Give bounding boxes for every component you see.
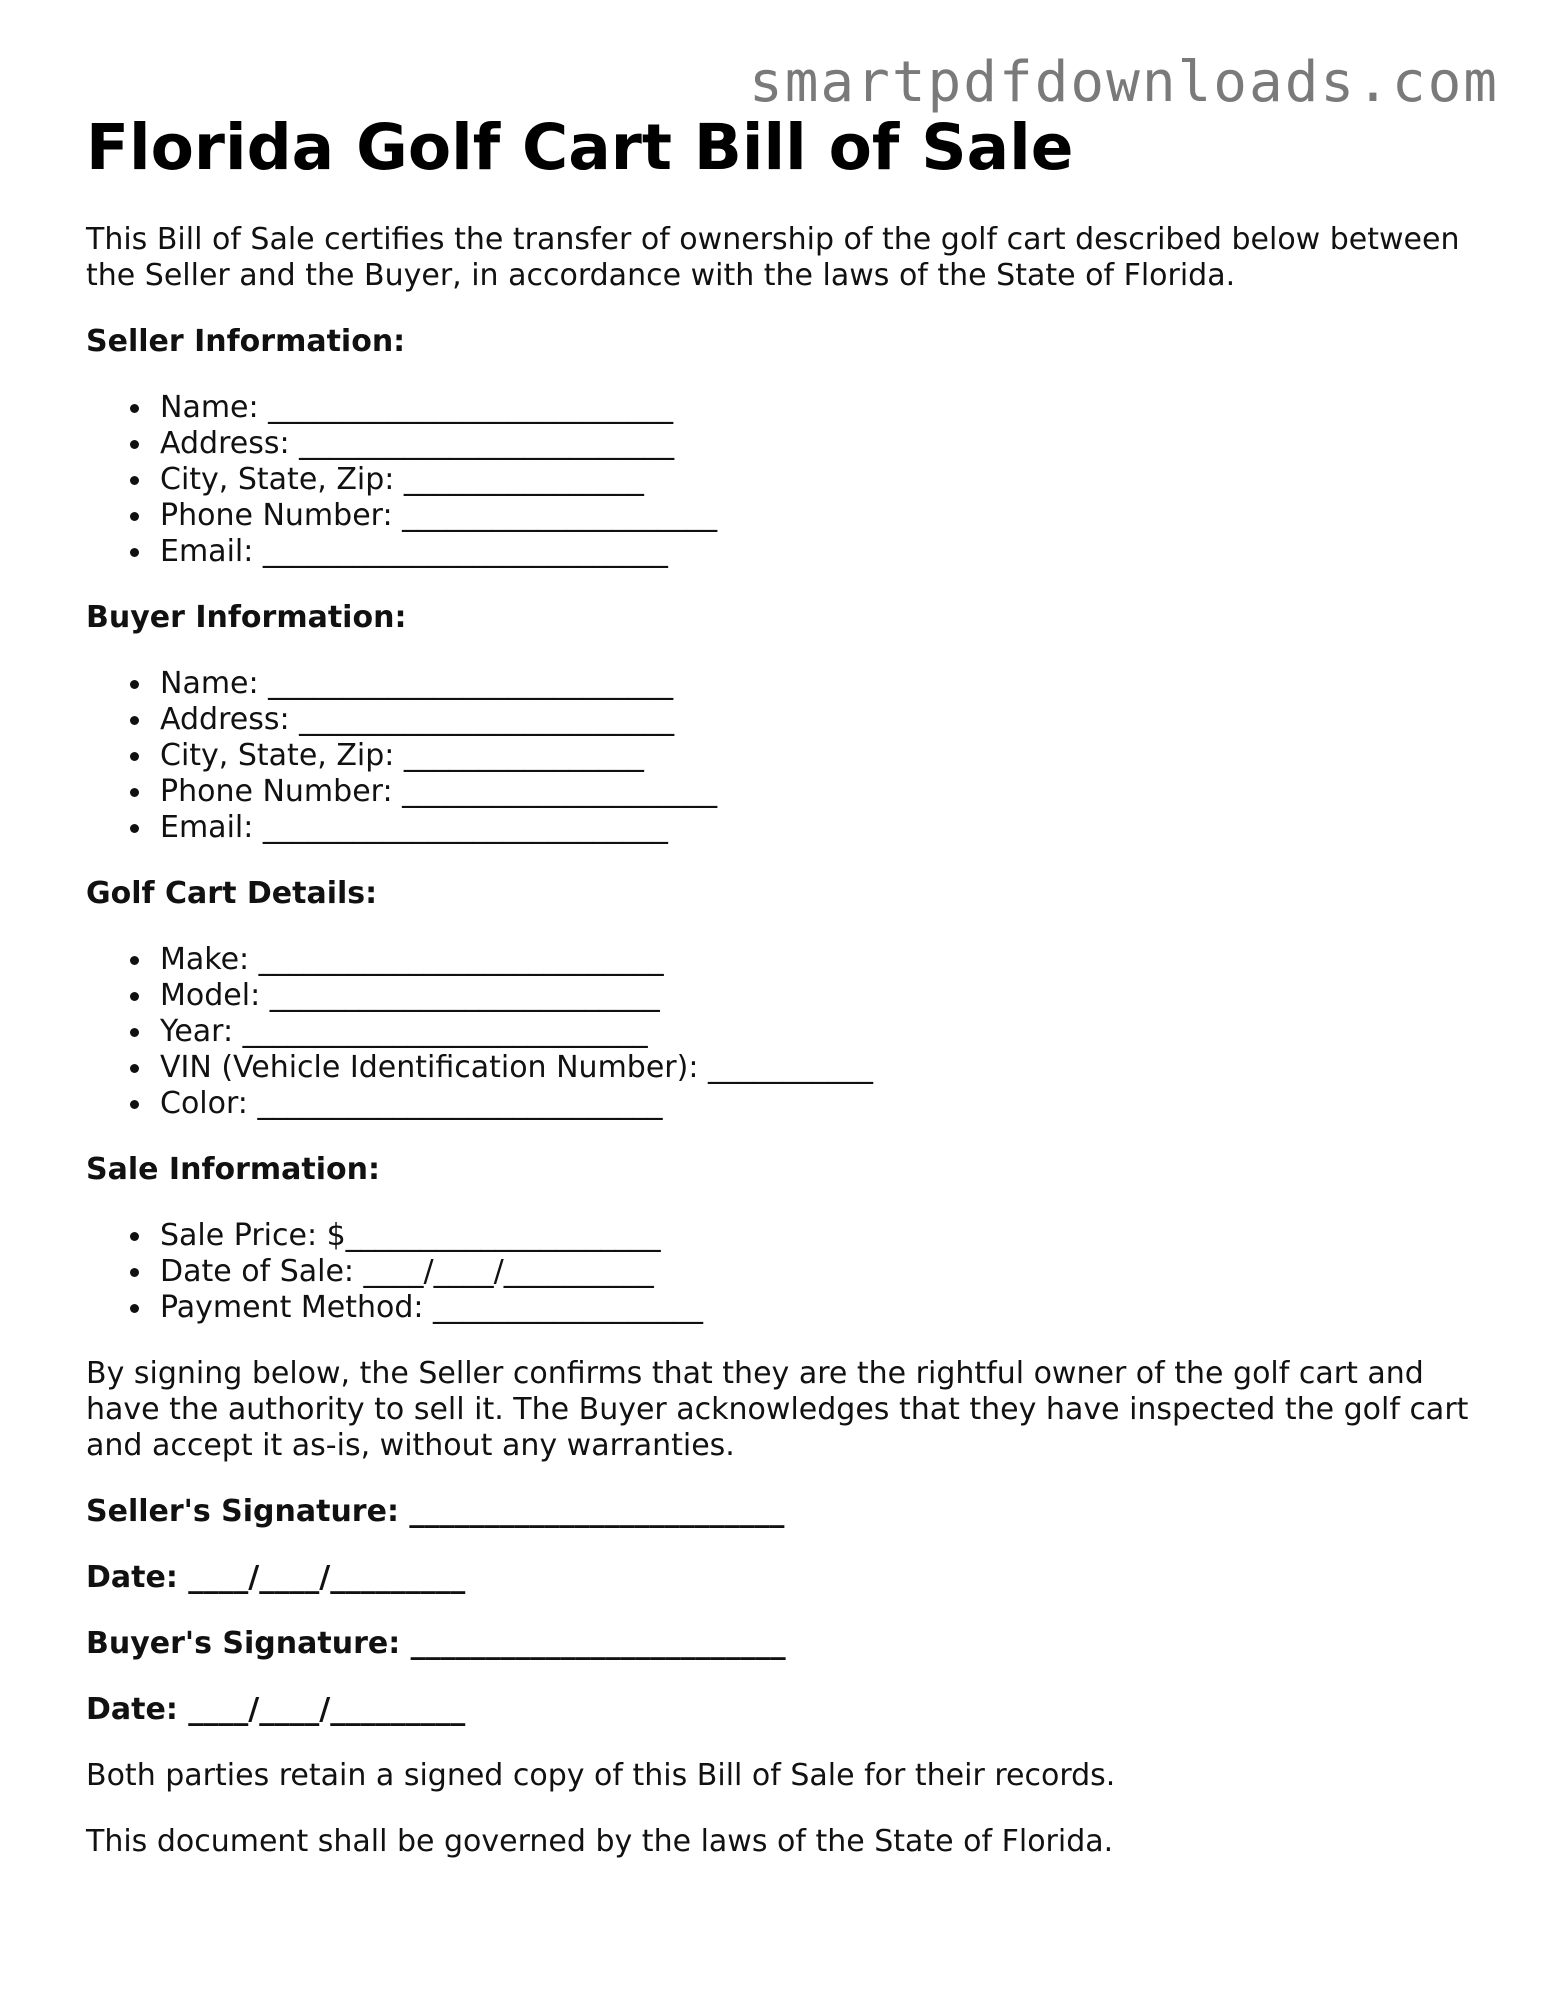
seller-address-field[interactable]: Address: _________________________ xyxy=(160,426,1476,462)
cart-year-field[interactable]: Year: ___________________________ xyxy=(160,1014,1476,1050)
buyer-phone-field[interactable]: Phone Number: _____________________ xyxy=(160,774,1476,810)
buyer-name-field[interactable]: Name: ___________________________ xyxy=(160,666,1476,702)
intro-paragraph: This Bill of Sale certifies the transfer of ownership of the golf cart described below between the Seller and the Buyer, in accordance with the laws of the State of Florida. xyxy=(86,222,1460,293)
cart-color-field[interactable]: Color: ___________________________ xyxy=(160,1086,1476,1122)
seller-date-field[interactable]: Date: ____/____/_________ xyxy=(86,1560,466,1595)
cart-vin-field[interactable]: VIN (Vehicle Identification Number): ___________ xyxy=(160,1050,1476,1086)
cart-heading: Golf Cart Details: xyxy=(86,876,378,911)
document-title: Florida Golf Cart Bill of Sale xyxy=(86,111,1074,184)
buyer-city-state-zip-field[interactable]: City, State, Zip: ________________ xyxy=(160,738,1476,774)
sale-price-field[interactable]: Sale Price: $_____________________ xyxy=(160,1218,1476,1254)
buyer-date-field[interactable]: Date: ____/____/_________ xyxy=(86,1692,466,1727)
cart-field-list xyxy=(86,942,1476,1122)
seller-heading: Seller Information: xyxy=(86,324,406,359)
seller-field-list xyxy=(86,390,1476,570)
seller-city-state-zip-field[interactable]: City, State, Zip: ________________ xyxy=(160,462,1476,498)
sale-field-list xyxy=(86,1218,1476,1326)
seller-name-field[interactable]: Name: ___________________________ xyxy=(160,390,1476,426)
confirmation-paragraph: By signing below, the Seller confirms that they are the rightful owner of the golf cart and have the authority to sell it. The Buyer acknowledges that they have inspected the golf cart and accept it as-is, without any warranties. xyxy=(86,1356,1469,1463)
cart-model-field[interactable]: Model: __________________________ xyxy=(160,978,1476,1014)
seller-email-field[interactable]: Email: ___________________________ xyxy=(160,534,1476,570)
cart-make-field[interactable]: Make: ___________________________ xyxy=(160,942,1476,978)
seller-phone-field[interactable]: Phone Number: _____________________ xyxy=(160,498,1476,534)
buyer-signature-field[interactable]: Buyer's Signature: _________________________ xyxy=(86,1626,786,1661)
document-body xyxy=(86,110,1476,1860)
buyer-email-field[interactable]: Email: ___________________________ xyxy=(160,810,1476,846)
sale-heading: Sale Information: xyxy=(86,1152,380,1187)
buyer-address-field[interactable]: Address: _________________________ xyxy=(160,702,1476,738)
buyer-field-list xyxy=(86,666,1476,846)
governing-law-statement: This document shall be governed by the laws of the State of Florida. xyxy=(86,1824,1114,1859)
sale-date-field[interactable]: Date of Sale: ____/____/__________ xyxy=(160,1254,1476,1290)
watermark: smartpdfdownloads.com xyxy=(748,50,1499,115)
payment-method-field[interactable]: Payment Method: __________________ xyxy=(160,1290,1476,1326)
buyer-heading: Buyer Information: xyxy=(86,600,407,635)
copies-statement: Both parties retain a signed copy of this Bill of Sale for their records. xyxy=(86,1758,1116,1793)
seller-signature-field[interactable]: Seller's Signature: _________________________ xyxy=(86,1494,785,1529)
